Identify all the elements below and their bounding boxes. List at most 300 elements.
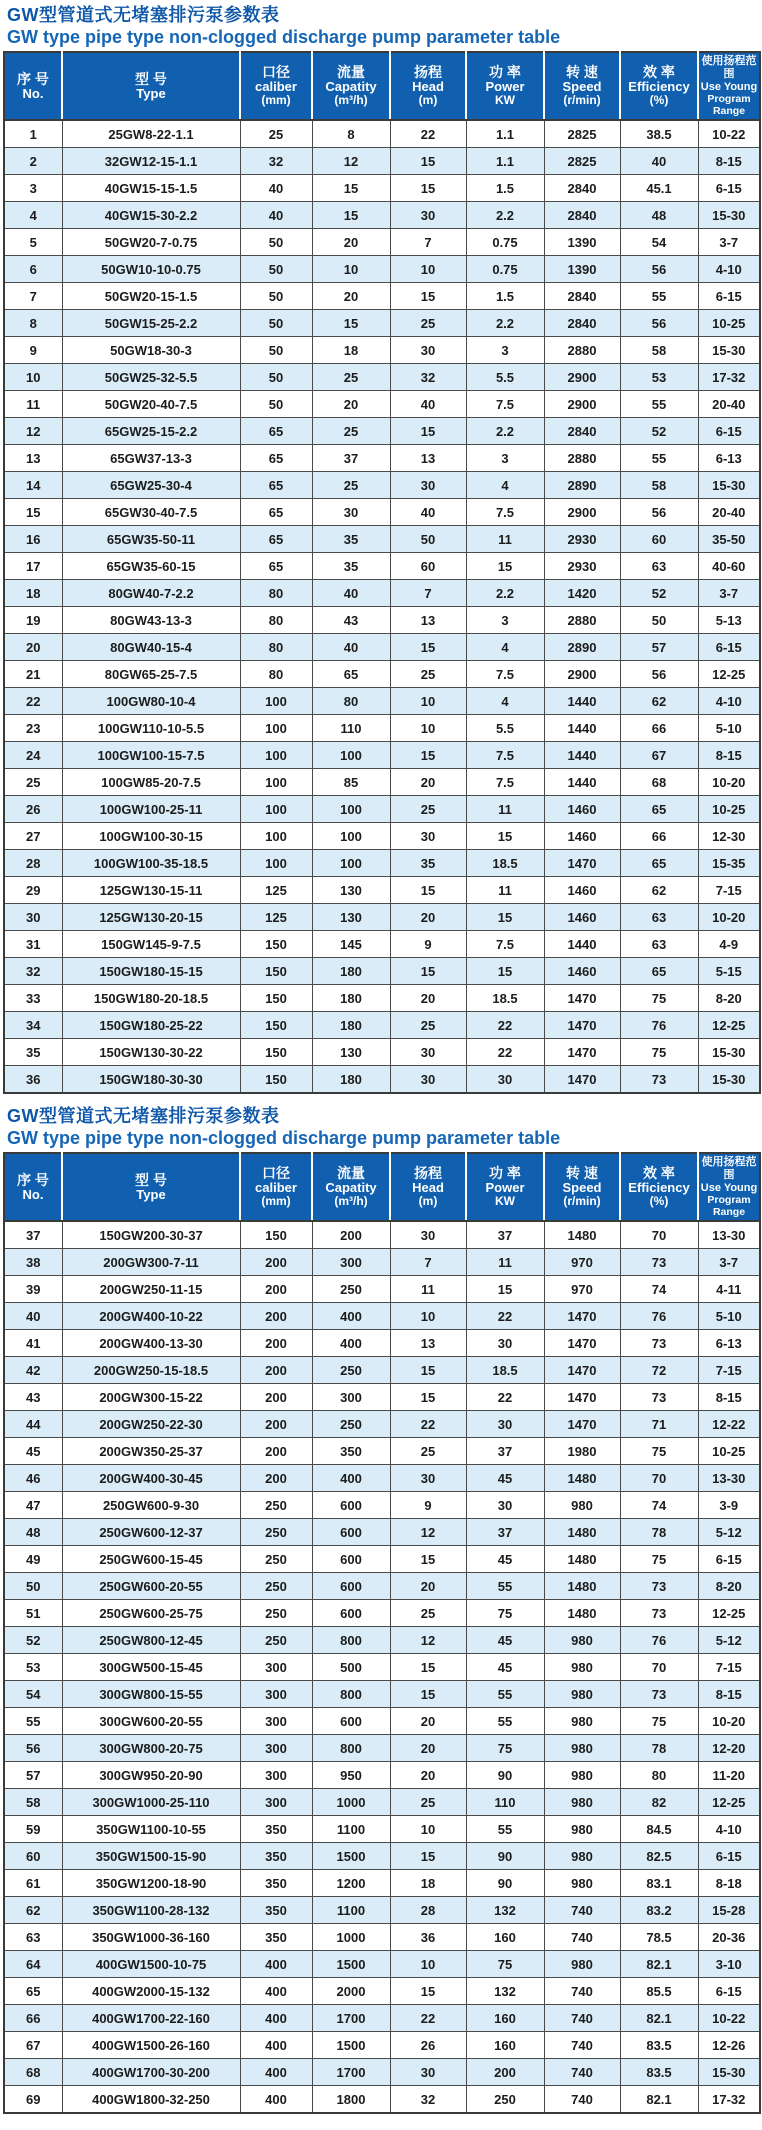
column-header-label: 口径 bbox=[262, 64, 290, 80]
table-cell: 5.5 bbox=[466, 715, 544, 742]
table-cell: 22 bbox=[4, 688, 62, 715]
table-cell: 10 bbox=[312, 256, 390, 283]
table-cell: 600 bbox=[312, 1600, 390, 1627]
table-cell: 75 bbox=[620, 1039, 698, 1066]
table-cell: 35 bbox=[312, 553, 390, 580]
table-cell: 15-30 bbox=[698, 1066, 760, 1094]
table-cell: 62 bbox=[620, 688, 698, 715]
table-cell: 1460 bbox=[544, 877, 620, 904]
table-cell: 1460 bbox=[544, 904, 620, 931]
table-cell: 1500 bbox=[312, 1951, 390, 1978]
table-cell: 180 bbox=[312, 1012, 390, 1039]
table-cell: 27 bbox=[4, 823, 62, 850]
table-cell: 30 bbox=[312, 499, 390, 526]
table-cell: 3 bbox=[466, 445, 544, 472]
table-row bbox=[4, 1221, 760, 1249]
table-cell: 3-10 bbox=[698, 1951, 760, 1978]
column-header-head bbox=[390, 52, 466, 120]
table-cell: 74 bbox=[620, 1492, 698, 1519]
table-cell: 70 bbox=[620, 1221, 698, 1249]
table2-title-english: GW type pipe type non-clogged discharge pump parameter table bbox=[7, 1128, 561, 1148]
table-cell: 21 bbox=[4, 661, 62, 688]
table-cell: 600 bbox=[312, 1519, 390, 1546]
table-cell: 8 bbox=[312, 120, 390, 148]
table-cell: 200 bbox=[240, 1330, 312, 1357]
table-cell: 100 bbox=[240, 769, 312, 796]
table-cell: 130 bbox=[312, 1039, 390, 1066]
table-cell: 1480 bbox=[544, 1221, 620, 1249]
table-cell: 200GW300-15-22 bbox=[62, 1384, 240, 1411]
column-header-label: KW bbox=[495, 1194, 515, 1208]
table-row bbox=[4, 1012, 760, 1039]
column-header-label: No. bbox=[22, 85, 44, 101]
table-cell: 2.2 bbox=[466, 310, 544, 337]
table-cell: 47 bbox=[4, 1492, 62, 1519]
table-cell: 57 bbox=[620, 634, 698, 661]
table-row bbox=[4, 769, 760, 796]
column-header-label: Head bbox=[412, 1180, 444, 1195]
table-cell: 2000 bbox=[312, 1978, 390, 2005]
table-cell: 40 bbox=[4, 1303, 62, 1330]
table-cell: 1480 bbox=[544, 1519, 620, 1546]
table-cell: 800 bbox=[312, 1627, 390, 1654]
table-cell: 60 bbox=[620, 526, 698, 553]
table-cell: 9 bbox=[390, 1492, 466, 1519]
table-cell: 1800 bbox=[312, 2086, 390, 2114]
table-cell: 8 bbox=[4, 310, 62, 337]
table-cell: 63 bbox=[620, 553, 698, 580]
table-cell: 5-13 bbox=[698, 607, 760, 634]
table-cell: 5-12 bbox=[698, 1627, 760, 1654]
table-cell: 49 bbox=[4, 1546, 62, 1573]
table-cell: 150 bbox=[240, 958, 312, 985]
table-cell: 980 bbox=[544, 1627, 620, 1654]
table-row bbox=[4, 1951, 760, 1978]
table-row bbox=[4, 202, 760, 229]
table-cell: 1.1 bbox=[466, 120, 544, 148]
table-cell: 15-30 bbox=[698, 1039, 760, 1066]
table-cell: 980 bbox=[544, 1816, 620, 1843]
table-row bbox=[4, 391, 760, 418]
table-cell: 72 bbox=[620, 1357, 698, 1384]
table-cell: 15 bbox=[312, 202, 390, 229]
table-cell: 13 bbox=[390, 607, 466, 634]
table-cell: 4 bbox=[4, 202, 62, 229]
table-cell: 62 bbox=[620, 877, 698, 904]
table-cell: 1100 bbox=[312, 1897, 390, 1924]
table-cell: 20 bbox=[390, 1708, 466, 1735]
column-header-label: (m³/h) bbox=[334, 93, 368, 107]
table-cell: 54 bbox=[4, 1681, 62, 1708]
table-cell: 65 bbox=[312, 661, 390, 688]
table-cell: 36 bbox=[4, 1066, 62, 1094]
table-cell: 980 bbox=[544, 1843, 620, 1870]
table-row bbox=[4, 1249, 760, 1276]
table-cell: 200GW400-10-22 bbox=[62, 1303, 240, 1330]
table1-header bbox=[4, 52, 760, 120]
table-cell: 65 bbox=[240, 445, 312, 472]
table-cell: 250 bbox=[240, 1573, 312, 1600]
column-header-label: Use Young bbox=[700, 1182, 758, 1194]
table-cell: 100 bbox=[312, 742, 390, 769]
table-cell: 400GW1700-22-160 bbox=[62, 2005, 240, 2032]
table-cell: 37 bbox=[312, 445, 390, 472]
table-cell: 61 bbox=[4, 1870, 62, 1897]
table-cell: 11 bbox=[390, 1276, 466, 1303]
table-cell: 38 bbox=[4, 1249, 62, 1276]
table-row bbox=[4, 1438, 760, 1465]
table-cell: 740 bbox=[544, 1897, 620, 1924]
table-cell: 1.5 bbox=[466, 175, 544, 202]
table-cell: 150GW200-30-37 bbox=[62, 1221, 240, 1249]
table-cell: 11-20 bbox=[698, 1762, 760, 1789]
table-cell: 1700 bbox=[312, 2059, 390, 2086]
table-cell: 15-30 bbox=[698, 202, 760, 229]
table-row bbox=[4, 715, 760, 742]
column-header-label: (mm) bbox=[261, 1194, 291, 1208]
table-cell: 15 bbox=[390, 1843, 466, 1870]
table-cell: 4-10 bbox=[698, 1816, 760, 1843]
table-cell: 73 bbox=[620, 1573, 698, 1600]
table-cell: 15 bbox=[390, 742, 466, 769]
table-cell: 50 bbox=[390, 526, 466, 553]
table-cell: 40 bbox=[390, 499, 466, 526]
table-cell: 22 bbox=[466, 1303, 544, 1330]
table-cell: 300GW800-15-55 bbox=[62, 1681, 240, 1708]
table-cell: 75 bbox=[466, 1600, 544, 1627]
table-cell: 1470 bbox=[544, 1012, 620, 1039]
table-cell: 160 bbox=[466, 2032, 544, 2059]
table-cell: 150 bbox=[240, 931, 312, 958]
table-cell: 57 bbox=[4, 1762, 62, 1789]
table-cell: 15-30 bbox=[698, 337, 760, 364]
table-cell: 69 bbox=[4, 2086, 62, 2114]
table-cell: 5.5 bbox=[466, 364, 544, 391]
table-cell: 20 bbox=[390, 769, 466, 796]
table-cell: 15 bbox=[466, 1276, 544, 1303]
table-cell: 65 bbox=[620, 796, 698, 823]
table-cell: 22 bbox=[466, 1039, 544, 1066]
table-cell: 65GW30-40-7.5 bbox=[62, 499, 240, 526]
table-cell: 65 bbox=[4, 1978, 62, 2005]
table-cell: 20 bbox=[312, 229, 390, 256]
table-cell: 250GW600-25-75 bbox=[62, 1600, 240, 1627]
table-cell: 25 bbox=[390, 796, 466, 823]
table-cell: 350 bbox=[240, 1816, 312, 1843]
table-cell: 250 bbox=[240, 1627, 312, 1654]
table-cell: 65GW25-15-2.2 bbox=[62, 418, 240, 445]
table-cell: 60 bbox=[4, 1843, 62, 1870]
table-cell: 1470 bbox=[544, 850, 620, 877]
table-cell: 2840 bbox=[544, 283, 620, 310]
table-cell: 100 bbox=[240, 715, 312, 742]
table-cell: 130 bbox=[312, 904, 390, 931]
table-cell: 1470 bbox=[544, 1384, 620, 1411]
table-cell: 12 bbox=[390, 1519, 466, 1546]
table-cell: 10-20 bbox=[698, 769, 760, 796]
table-row bbox=[4, 796, 760, 823]
table-cell: 12 bbox=[390, 1627, 466, 1654]
table-cell: 73 bbox=[620, 1600, 698, 1627]
table-cell: 25 bbox=[390, 1438, 466, 1465]
table-cell: 18 bbox=[4, 580, 62, 607]
table-row bbox=[4, 1330, 760, 1357]
table-cell: 350 bbox=[240, 1843, 312, 1870]
table-cell: 200GW350-25-37 bbox=[62, 1438, 240, 1465]
table-cell: 132 bbox=[466, 1978, 544, 2005]
table-cell: 56 bbox=[4, 1735, 62, 1762]
table-cell: 800 bbox=[312, 1735, 390, 1762]
table-cell: 200GW400-30-45 bbox=[62, 1465, 240, 1492]
table-cell: 7.5 bbox=[466, 499, 544, 526]
table-row bbox=[4, 1762, 760, 1789]
table-cell: 32 bbox=[390, 2086, 466, 2114]
table-cell: 80 bbox=[620, 1762, 698, 1789]
table-cell: 3 bbox=[466, 607, 544, 634]
table-cell: 15-28 bbox=[698, 1897, 760, 1924]
table-cell: 80GW40-7-2.2 bbox=[62, 580, 240, 607]
table-cell: 2890 bbox=[544, 634, 620, 661]
column-header-caliber bbox=[240, 52, 312, 120]
table-cell: 4 bbox=[466, 634, 544, 661]
column-header-power bbox=[466, 1153, 544, 1221]
table1-body bbox=[4, 120, 760, 1093]
table-cell: 32 bbox=[240, 148, 312, 175]
table-cell: 58 bbox=[620, 337, 698, 364]
table-cell: 83.5 bbox=[620, 2032, 698, 2059]
table-cell: 1480 bbox=[544, 1573, 620, 1600]
column-header-label: Capatity bbox=[325, 79, 377, 94]
table-row bbox=[4, 1735, 760, 1762]
table-cell: 2880 bbox=[544, 445, 620, 472]
table-cell: 8-20 bbox=[698, 1573, 760, 1600]
table-cell: 73 bbox=[620, 1681, 698, 1708]
table-cell: 8-15 bbox=[698, 1384, 760, 1411]
column-header-label: Program Range bbox=[707, 1194, 751, 1218]
table2-header bbox=[4, 1153, 760, 1221]
table-cell: 8-18 bbox=[698, 1870, 760, 1897]
table-cell: 11 bbox=[4, 391, 62, 418]
table-cell: 250GW600-9-30 bbox=[62, 1492, 240, 1519]
column-header-label: caliber bbox=[255, 1180, 297, 1195]
table-cell: 36 bbox=[390, 1924, 466, 1951]
table-cell: 31 bbox=[4, 931, 62, 958]
table-cell: 80 bbox=[240, 661, 312, 688]
table-cell: 1470 bbox=[544, 1330, 620, 1357]
table-row bbox=[4, 2032, 760, 2059]
table-cell: 4 bbox=[466, 472, 544, 499]
table-cell: 980 bbox=[544, 1654, 620, 1681]
table-cell: 300 bbox=[240, 1789, 312, 1816]
table-cell: 300GW950-20-90 bbox=[62, 1762, 240, 1789]
table-cell: 15 bbox=[312, 175, 390, 202]
table-cell: 5-12 bbox=[698, 1519, 760, 1546]
table-cell: 300GW600-20-55 bbox=[62, 1708, 240, 1735]
pump-parameter-table-2 bbox=[3, 1152, 761, 2114]
column-header-power bbox=[466, 52, 544, 120]
column-header-label: Efficiency bbox=[628, 79, 690, 94]
table-cell: 73 bbox=[620, 1249, 698, 1276]
table-cell: 65 bbox=[240, 472, 312, 499]
table-cell: 62 bbox=[4, 1897, 62, 1924]
column-header-range bbox=[698, 52, 760, 120]
column-header-caliber bbox=[240, 1153, 312, 1221]
table2-body bbox=[4, 1221, 760, 2113]
table-cell: 7 bbox=[390, 1249, 466, 1276]
table-row bbox=[4, 283, 760, 310]
table-cell: 970 bbox=[544, 1276, 620, 1303]
table-cell: 6-15 bbox=[698, 634, 760, 661]
table-cell: 980 bbox=[544, 1762, 620, 1789]
column-header-label: Power bbox=[485, 79, 525, 94]
table-cell: 200 bbox=[240, 1465, 312, 1492]
table-cell: 25 bbox=[240, 120, 312, 148]
table-cell: 4-10 bbox=[698, 688, 760, 715]
table-cell: 68 bbox=[4, 2059, 62, 2086]
table-cell: 43 bbox=[4, 1384, 62, 1411]
table-cell: 1470 bbox=[544, 1039, 620, 1066]
table-cell: 20-40 bbox=[698, 391, 760, 418]
table-row bbox=[4, 2005, 760, 2032]
table-cell: 150GW130-30-22 bbox=[62, 1039, 240, 1066]
table-cell: 56 bbox=[620, 499, 698, 526]
table-cell: 15 bbox=[390, 634, 466, 661]
table-cell: 22 bbox=[390, 1411, 466, 1438]
table-cell: 10-22 bbox=[698, 120, 760, 148]
table-row bbox=[4, 1600, 760, 1627]
table-cell: 52 bbox=[620, 580, 698, 607]
table-cell: 9 bbox=[4, 337, 62, 364]
table-cell: 1980 bbox=[544, 1438, 620, 1465]
table-cell: 400GW1700-30-200 bbox=[62, 2059, 240, 2086]
table-cell: 350GW1500-15-90 bbox=[62, 1843, 240, 1870]
table-cell: 100GW80-10-4 bbox=[62, 688, 240, 715]
table-cell: 30 bbox=[390, 337, 466, 364]
table-cell: 13 bbox=[390, 445, 466, 472]
table-cell: 40 bbox=[312, 634, 390, 661]
table-cell: 4-10 bbox=[698, 256, 760, 283]
table-cell: 150GW180-25-22 bbox=[62, 1012, 240, 1039]
table-cell: 3-9 bbox=[698, 1492, 760, 1519]
column-header-label: caliber bbox=[255, 79, 297, 94]
table-cell: 22 bbox=[390, 2005, 466, 2032]
table-cell: 80 bbox=[240, 580, 312, 607]
table-cell: 50GW10-10-0.75 bbox=[62, 256, 240, 283]
table-cell: 7.5 bbox=[466, 931, 544, 958]
table-cell: 150 bbox=[240, 1221, 312, 1249]
table-cell: 83.2 bbox=[620, 1897, 698, 1924]
table-cell: 7 bbox=[4, 283, 62, 310]
table-cell: 125GW130-15-11 bbox=[62, 877, 240, 904]
table-cell: 30 bbox=[390, 823, 466, 850]
table-cell: 12-22 bbox=[698, 1411, 760, 1438]
table-cell: 50 bbox=[620, 607, 698, 634]
table-cell: 740 bbox=[544, 2086, 620, 2114]
table-cell: 300 bbox=[240, 1681, 312, 1708]
table-cell: 200 bbox=[240, 1438, 312, 1465]
table-cell: 980 bbox=[544, 1681, 620, 1708]
table-cell: 20 bbox=[390, 1573, 466, 1600]
table-cell: 1.5 bbox=[466, 283, 544, 310]
table-row bbox=[4, 1066, 760, 1094]
column-header-label: Head bbox=[412, 79, 444, 94]
table-cell: 68 bbox=[620, 769, 698, 796]
table-cell: 40GW15-30-2.2 bbox=[62, 202, 240, 229]
table-cell: 5 bbox=[4, 229, 62, 256]
table-cell: 20 bbox=[312, 283, 390, 310]
table-cell: 2930 bbox=[544, 553, 620, 580]
table-cell: 40 bbox=[312, 580, 390, 607]
table-cell: 400 bbox=[240, 2059, 312, 2086]
table-cell: 76 bbox=[620, 1627, 698, 1654]
column-header-label: 扬程 bbox=[414, 64, 442, 80]
table-cell: 100GW85-20-7.5 bbox=[62, 769, 240, 796]
table-cell: 15 bbox=[390, 1978, 466, 2005]
table-cell: 250GW600-12-37 bbox=[62, 1519, 240, 1546]
table-cell: 9 bbox=[390, 931, 466, 958]
table-row bbox=[4, 526, 760, 553]
table-cell: 980 bbox=[544, 1492, 620, 1519]
table-cell: 970 bbox=[544, 1249, 620, 1276]
table-cell: 100GW100-35-18.5 bbox=[62, 850, 240, 877]
table-row bbox=[4, 418, 760, 445]
table-cell: 15 bbox=[312, 310, 390, 337]
table-cell: 37 bbox=[466, 1519, 544, 1546]
table-row bbox=[4, 256, 760, 283]
table1-title-english: GW type pipe type non-clogged discharge pump parameter table bbox=[7, 27, 561, 47]
table-row bbox=[4, 877, 760, 904]
table-cell: 0.75 bbox=[466, 256, 544, 283]
table-cell: 1460 bbox=[544, 958, 620, 985]
table-cell: 83.5 bbox=[620, 2059, 698, 2086]
column-header-label: No. bbox=[22, 1186, 44, 1202]
table-cell: 12-25 bbox=[698, 661, 760, 688]
table-cell: 82.1 bbox=[620, 2086, 698, 2114]
table-cell: 75 bbox=[620, 1708, 698, 1735]
table-cell: 125GW130-20-15 bbox=[62, 904, 240, 931]
table-cell: 200GW300-7-11 bbox=[62, 1249, 240, 1276]
table-section-1 bbox=[3, 3, 759, 1094]
table-cell: 1460 bbox=[544, 823, 620, 850]
table-row bbox=[4, 1357, 760, 1384]
table-cell: 45 bbox=[466, 1546, 544, 1573]
table-cell: 25 bbox=[312, 418, 390, 445]
table-cell: 150GW180-20-18.5 bbox=[62, 985, 240, 1012]
table-cell: 73 bbox=[620, 1066, 698, 1094]
column-header-label: 使用扬程范围 bbox=[701, 1156, 757, 1181]
table-cell: 30 bbox=[390, 1221, 466, 1249]
table-row bbox=[4, 1816, 760, 1843]
table-cell: 52 bbox=[620, 418, 698, 445]
column-header-label: (%) bbox=[649, 93, 669, 107]
table-cell: 20 bbox=[390, 985, 466, 1012]
table-cell: 250GW600-20-55 bbox=[62, 1573, 240, 1600]
table-cell: 67 bbox=[4, 2032, 62, 2059]
table-cell: 35 bbox=[4, 1039, 62, 1066]
table-cell: 980 bbox=[544, 1708, 620, 1735]
table-cell: 25 bbox=[312, 364, 390, 391]
table-cell: 55 bbox=[466, 1573, 544, 1600]
table-cell: 20 bbox=[390, 1735, 466, 1762]
table-cell: 32 bbox=[4, 958, 62, 985]
table-cell: 50GW20-40-7.5 bbox=[62, 391, 240, 418]
table-cell: 250 bbox=[312, 1276, 390, 1303]
table-cell: 65GW25-30-4 bbox=[62, 472, 240, 499]
table-cell: 400GW1500-26-160 bbox=[62, 2032, 240, 2059]
table-cell: 100GW100-15-7.5 bbox=[62, 742, 240, 769]
table-cell: 39 bbox=[4, 1276, 62, 1303]
table-cell: 10-25 bbox=[698, 1438, 760, 1465]
